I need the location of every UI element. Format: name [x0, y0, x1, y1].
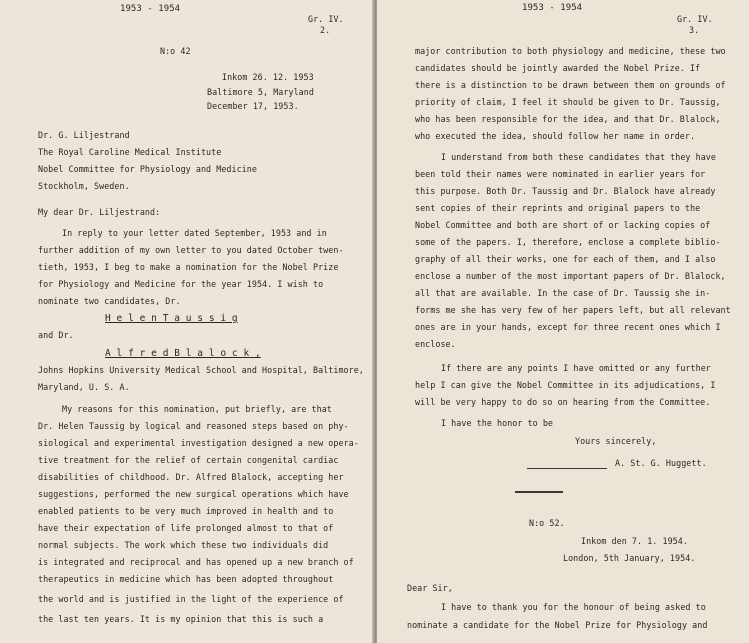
paragraph-line: further addition of my own letter to you dated October twen-	[38, 245, 344, 255]
right-page	[377, 0, 749, 643]
section-divider	[515, 491, 563, 493]
paragraph-line: therapeutics in medicine which has been adopted throughout	[38, 574, 334, 584]
paragraph-line: major contribution to both physiology and medicine, these two	[415, 46, 726, 56]
year-header: 1953 - 1954	[522, 3, 583, 13]
affiliation-line: Maryland, U. S. A.	[38, 382, 130, 392]
page-number: 2.	[320, 25, 331, 35]
paragraph-line: candidates should be jointly awarded the Nobel Prize. If	[415, 63, 701, 73]
paragraph-line: forms me she has very few of her papers left, but all relevant	[415, 305, 731, 315]
paragraph-line: there is a distinction to be drawn between them on grounds of	[415, 80, 726, 90]
paragraph-line: will be very happy to do so on hearing from the Committee.	[415, 397, 711, 407]
paragraph-line: If there are any points I have omitted or any further	[441, 363, 711, 373]
closing-line: Yours sincerely,	[575, 436, 657, 446]
salutation: My dear Dr. Liljestrand:	[38, 207, 161, 217]
paragraph-line: the last ten years. It is my opinion that this is such a	[38, 614, 324, 624]
paragraph-line: siological and experimental investigation designed a new opera-	[38, 438, 359, 448]
group-label: Gr. IV.	[308, 14, 344, 24]
recipient-line: Dr. G. Liljestrand	[38, 130, 130, 140]
paragraph-line: sent copies of their reprints and original papers to the	[415, 203, 701, 213]
page-number: 3.	[689, 25, 700, 35]
recipient-line: The Royal Caroline Medical Institute	[38, 147, 222, 157]
paragraph-line: nominate a candidate for the Nobel Prize for Physiology and	[407, 620, 708, 630]
paragraph-line: some of the papers. I, therefore, enclose a complete biblio-	[415, 237, 721, 247]
recipient-line: Nobel Committee for Physiology and Medicine	[38, 164, 257, 174]
document-number: N:o 52.	[529, 518, 565, 528]
signature-line	[527, 468, 607, 469]
paragraph-line: normal subjects. The work which these two individuals did	[38, 540, 329, 550]
paragraph-line: Nobel Committee and both are short of or lacking copies of	[415, 220, 711, 230]
paragraph-line: Dr. Helen Taussig by logical and reasoned steps based on phy-	[38, 421, 349, 431]
received-stamp: Inkom 26. 12. 1953	[222, 72, 314, 82]
paragraph-line: My reasons for this nomination, put briefly, are that	[62, 404, 332, 414]
paragraph-line: In reply to your letter dated September, 1953 and in	[62, 228, 327, 238]
paragraph-line: ones are in your hands, except for three recent ones which I	[415, 322, 721, 332]
paragraph-line: who executed the idea, should follow her name in order.	[415, 131, 696, 141]
paragraph-line: who has been responsible for the idea, and that Dr. Blalock,	[415, 114, 721, 124]
paragraph-line: suggestions, performed the new surgical operations which have	[38, 489, 349, 499]
paragraph-line: tieth, 1953, I beg to make a nomination for the Nobel Prize	[38, 262, 339, 272]
year-header: 1953 - 1954	[120, 4, 181, 14]
letter-date: London, 5th January, 1954.	[563, 553, 696, 563]
paragraph-line: nominate two candidates, Dr.	[38, 296, 181, 306]
paragraph-line: enabled patients to be very much improved in health and to	[38, 506, 334, 516]
paragraph-line: is integrated and reciprocal and has opened up a new branch of	[38, 557, 354, 567]
honor-line: I have the honor to be	[441, 418, 554, 428]
paragraph-line: the world and is justified in the light of the experience of	[38, 594, 344, 604]
left-page	[0, 0, 374, 643]
paragraph-line: disabilities of childhood. Dr. Alfred Blalock, accepting her	[38, 472, 344, 482]
group-label: Gr. IV.	[677, 14, 713, 24]
paragraph-line: all that are available. In the case of Dr. Taussig she in-	[415, 288, 711, 298]
paragraph-line: been told their names were nominated in earlier years for	[415, 169, 706, 179]
paragraph-line: help I can give the Nobel Committee in its adjudications, I	[415, 380, 716, 390]
salutation: Dear Sir,	[407, 583, 453, 593]
paragraph-line: I understand from both these candidates that they have	[441, 152, 716, 162]
letter-date: December 17, 1953.	[207, 101, 299, 111]
recipient-line: Stockholm, Sweden.	[38, 181, 130, 191]
received-stamp: Inkom den 7. 1. 1954.	[581, 536, 688, 546]
paragraph-line: tive treatment for the relief of certain congenital cardiac	[38, 455, 339, 465]
paragraph-line: I have to thank you for the honour of being asked to	[441, 602, 706, 612]
paragraph-line: enclose a number of the most important papers of Dr. Blalock,	[415, 271, 726, 281]
paragraph-line: this purpose. Both Dr. Taussig and Dr. Blalock have already	[415, 186, 716, 196]
paragraph-line: for Physiology and Medicine for the year 1954. I wish to	[38, 279, 324, 289]
paragraph-line: enclose.	[415, 339, 456, 349]
signature: A. St. G. Huggett.	[615, 458, 707, 468]
affiliation-line: Johns Hopkins University Medical School and Hospital, Baltimore,	[38, 365, 364, 375]
paragraph-line: graphy of all their works, one for each of them, and I also	[415, 254, 716, 264]
candidate-name-blalock: A l f r e d B l a l o c k ,	[105, 348, 261, 359]
sender-address: Baltimore 5, Maryland	[207, 87, 314, 97]
paragraph-line: have their expectation of life prolonged almost to that of	[38, 523, 334, 533]
document-number: N:o 42	[160, 46, 191, 56]
paragraph-line: priority of claim, I feel it should be given to Dr. Taussig,	[415, 97, 721, 107]
candidate-name-taussig: H e l e n T a u s s i g	[105, 313, 238, 324]
and-dr-label: and Dr.	[38, 330, 74, 340]
